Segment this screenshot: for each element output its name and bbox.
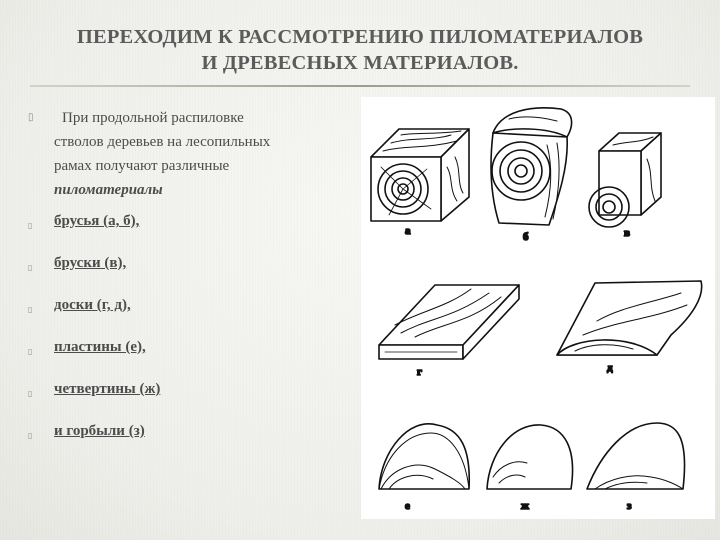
lumber-z-slab bbox=[587, 423, 685, 489]
figure-label-z: з bbox=[627, 500, 632, 512]
lumber-v-bar bbox=[589, 133, 661, 227]
figure-label-e: е bbox=[405, 500, 410, 512]
link-gorbyli[interactable]: и горбыли (з) bbox=[54, 423, 145, 439]
intro-line-2: стволов деревьев на лесопильных bbox=[54, 134, 271, 150]
lumber-e-slab bbox=[379, 424, 469, 489]
bullet-icon: ▯ bbox=[28, 347, 33, 356]
link-bruski[interactable]: бруски (в), bbox=[54, 255, 127, 271]
bullet-icon: ▯ bbox=[28, 389, 33, 398]
figure-label-v: в bbox=[624, 227, 630, 239]
bullet-icon: ▯ bbox=[28, 112, 34, 123]
link-doski[interactable]: доски (г, д), bbox=[54, 297, 131, 313]
lumber-b-beam bbox=[491, 108, 572, 225]
list-item-plastiny bbox=[28, 336, 358, 378]
figure-label-d: д bbox=[607, 362, 613, 374]
list-item-bruski bbox=[28, 252, 358, 294]
lumber-zh-quarter bbox=[487, 425, 573, 489]
title-divider bbox=[30, 85, 690, 87]
list-item-brusya bbox=[28, 210, 358, 252]
intro-line-3: рамах получают различные bbox=[54, 158, 230, 174]
lumber-a-beam bbox=[371, 129, 469, 221]
bullet-icon: ▯ bbox=[28, 221, 33, 230]
lumber-drawing bbox=[361, 97, 715, 519]
slide-title-line-1: ПЕРЕХОДИМ К РАССМОТРЕНИЮ ПИЛОМАТЕРИАЛОВ bbox=[76, 26, 644, 48]
intro-emphasis: пиломатериалы bbox=[54, 182, 163, 198]
bullet-icon: ▯ bbox=[28, 431, 33, 440]
slide-title-line-2: И ДРЕВЕСНЫХ МАТЕРИАЛОВ. bbox=[201, 52, 519, 74]
lumber-g-board bbox=[379, 285, 519, 359]
bullet-icon: ▯ bbox=[28, 305, 33, 314]
link-chetvertiny[interactable]: четвертины (ж) bbox=[54, 381, 161, 397]
figure-label-zh: ж bbox=[521, 500, 529, 512]
list-item-chetvertiny bbox=[28, 378, 358, 420]
lumber-d-board bbox=[557, 281, 702, 355]
figure-label-b: б bbox=[523, 231, 529, 243]
bullet-icon: ▯ bbox=[28, 263, 33, 272]
bullet-list bbox=[28, 106, 358, 462]
intro-line-1: При продольной распиловке bbox=[62, 110, 244, 126]
intro-paragraph bbox=[28, 106, 358, 202]
figure-label-g: г bbox=[417, 366, 422, 378]
lumber-types-illustration bbox=[361, 97, 715, 519]
slide-title bbox=[0, 24, 720, 76]
list-item-doski bbox=[28, 294, 358, 336]
list-item-gorbyli bbox=[28, 420, 358, 462]
link-brusya[interactable]: брусья (а, б), bbox=[54, 213, 140, 229]
figure-label-a: а bbox=[405, 225, 411, 237]
link-plastiny[interactable]: пластины (е), bbox=[54, 339, 146, 355]
